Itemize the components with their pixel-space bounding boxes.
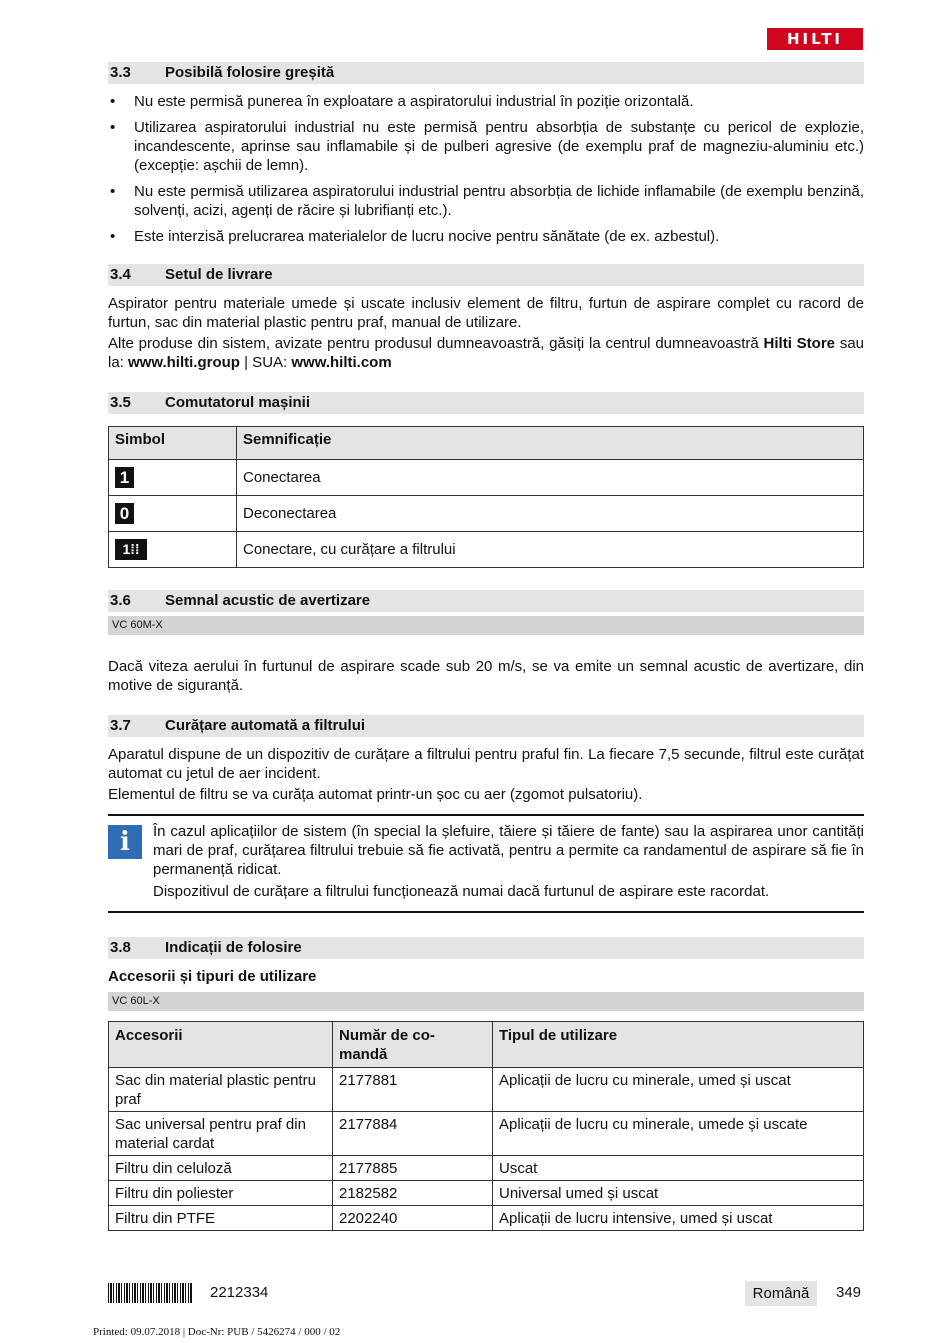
meaning-cell: Deconectarea	[237, 496, 864, 532]
section-number: 3.3	[110, 64, 131, 81]
usage-cell: Aplicații de lucru cu minerale, umed și uscat	[493, 1068, 864, 1112]
table-row	[109, 1206, 864, 1231]
table-row	[109, 1156, 864, 1181]
list-item: • Este interzisă prelucrarea materialelor de lucru nocive pentru sănătate (de ex. azbestul).	[108, 227, 864, 246]
delivery-paragraph: Aspirator pentru materiale umede și uscate inclusiv element de filtru, furtun de aspirare complet cu racord de furtun, sac din material plastic pentru praf, manual de utilizare.	[108, 295, 864, 331]
meaning-cell: Conectarea	[237, 460, 864, 496]
barcode	[108, 1283, 192, 1303]
section-heading-3-7	[108, 715, 864, 737]
list-item: • Nu este permisă utilizarea aspiratorului industrial pentru absorbția de lichide inflamabile (de exemplu benzină, solvenți, acizi, agenți de răcire și lubrifianți etc.).	[108, 182, 864, 220]
section-number: 3.8	[110, 939, 131, 956]
switch-table	[108, 426, 864, 568]
order-number-cell: 2182582	[333, 1181, 493, 1206]
accessories-table	[108, 1021, 864, 1231]
section-title: Comutatorul mașinii	[165, 394, 311, 411]
text: | SUA:	[239, 354, 292, 371]
accessory-cell: Filtru din PTFE	[109, 1206, 333, 1231]
document-body	[108, 62, 864, 1231]
switch-on-icon: 1	[115, 467, 134, 488]
filter-paragraph-2: Elementul de filtru se va curăța automat printr-un șoc cu aer (zgomot pulsatoriu).	[108, 786, 643, 803]
model-label: VC 60M-X	[108, 616, 864, 635]
section-title: Posibilă folosire greșită	[165, 64, 335, 81]
text: Alte produse din sistem, avizate pentru produsul dumneavoastră, găsiți la centrul dumneavoastră	[108, 335, 764, 352]
language-badge: Română	[745, 1281, 817, 1306]
hilti-group-link[interactable]: www.hilti.group	[128, 354, 240, 371]
document-number: 2212334	[210, 1284, 269, 1301]
accessory-cell: Sac universal pentru praf din material cardat	[109, 1112, 333, 1156]
section-heading-3-5	[108, 392, 864, 414]
text: sau la:	[108, 335, 865, 371]
section-number: 3.6	[110, 592, 131, 609]
column-header-accessories: Accesorii	[109, 1022, 333, 1068]
section-heading-3-3	[108, 62, 864, 84]
hilti-logo: HILTI	[767, 28, 863, 50]
info-note	[108, 814, 864, 913]
order-number-cell: 2177885	[333, 1156, 493, 1181]
order-number-cell: 2202240	[333, 1206, 493, 1231]
column-header-order-number: Număr de co- mandă	[333, 1022, 493, 1068]
misuse-list	[108, 92, 864, 246]
usage-cell: Aplicații de lucru cu minerale, umede și uscate	[493, 1112, 864, 1156]
table-row	[109, 1068, 864, 1112]
accessory-cell: Filtru din poliester	[109, 1181, 333, 1206]
hilti-com-link[interactable]: www.hilti.com	[291, 354, 392, 371]
section-number: 3.7	[110, 717, 131, 734]
column-header-usage: Tipul de utilizare	[493, 1022, 864, 1068]
column-header-meaning: Semnificație	[237, 427, 864, 460]
system-products-paragraph	[108, 334, 864, 372]
table-row	[109, 496, 864, 532]
section-title: Semnal acustic de avertizare	[165, 592, 371, 609]
switch-on-filter-clean-icon: 1⁞⁞	[115, 539, 147, 560]
order-number-cell: 2177884	[333, 1112, 493, 1156]
table-row	[109, 532, 864, 568]
subsection-title: Accesorii și tipuri de utilizare	[108, 968, 317, 985]
hilti-store-text: Hilti Store	[763, 335, 836, 352]
section-heading-3-4	[108, 264, 864, 286]
section-number: 3.4	[110, 266, 131, 283]
accessory-cell: Filtru din celuloză	[109, 1156, 333, 1181]
section-title: Setul de livrare	[165, 266, 273, 283]
section-title: Indicații de folosire	[165, 939, 302, 956]
meaning-cell: Conectare, cu curățare a filtrului	[237, 532, 864, 568]
list-item: • Nu este permisă punerea în exploatare a aspiratorului industrial în poziție orizontală.	[108, 92, 864, 111]
table-row	[109, 460, 864, 496]
section-title: Curățare automată a filtrului	[165, 717, 366, 734]
warning-paragraph: Dacă viteza aerului în furtunul de aspirare scade sub 20 m/s, se va emite un semnal acustic de avertizare, din motive de siguranță.	[108, 658, 864, 694]
section-heading-3-6	[108, 590, 864, 612]
note-text: În cazul aplicațiilor de sistem (în special la șlefuire, tăiere și tăiere de fante) sau la aspirarea unor cantități mari de praf, curățarea filtrului trebuie să fie activată, pentru a permite ca randamentul de aspirare să fie în permanență ridicat.	[153, 823, 864, 878]
info-icon: i	[108, 825, 142, 859]
filter-paragraph: Aparatul dispune de un dispozitiv de curățare a filtrului pentru praful fin. La fiecare 7,5 secunde, filtrul este curățat automat cu jetul de aer incident.	[108, 746, 864, 782]
column-header-symbol: Simbol	[109, 427, 237, 460]
list-item: • Utilizarea aspiratorului industrial nu este permisă pentru absorbția de substanțe cu pericol de explozie, incandescente, aprinse sau inflamabile și de pulberi agresive (de exemplu praf de magneziu-aluminiu etc.) (excepție: așchii de lemn).	[108, 118, 864, 175]
table-row	[109, 1181, 864, 1206]
note-text-2: Dispozitivul de curățare a filtrului funcționează numai dacă furtunul de aspirare este racordat.	[153, 883, 770, 900]
order-number-cell: 2177881	[333, 1068, 493, 1112]
usage-cell: Aplicații de lucru intensive, umed și uscat	[493, 1206, 864, 1231]
page-number: 349	[836, 1284, 862, 1301]
model-label: VC 60L-X	[108, 992, 864, 1011]
accessory-cell: Sac din material plastic pentru praf	[109, 1068, 333, 1112]
usage-cell: Universal umed și uscat	[493, 1181, 864, 1206]
usage-cell: Uscat	[493, 1156, 864, 1181]
switch-off-icon: 0	[115, 503, 134, 524]
section-number: 3.5	[110, 394, 131, 411]
section-heading-3-8	[108, 937, 864, 959]
table-row	[109, 1112, 864, 1156]
print-info: Printed: 09.07.2018 | Doc-Nr: PUB / 5426274 / 000 / 02	[93, 1326, 341, 1338]
